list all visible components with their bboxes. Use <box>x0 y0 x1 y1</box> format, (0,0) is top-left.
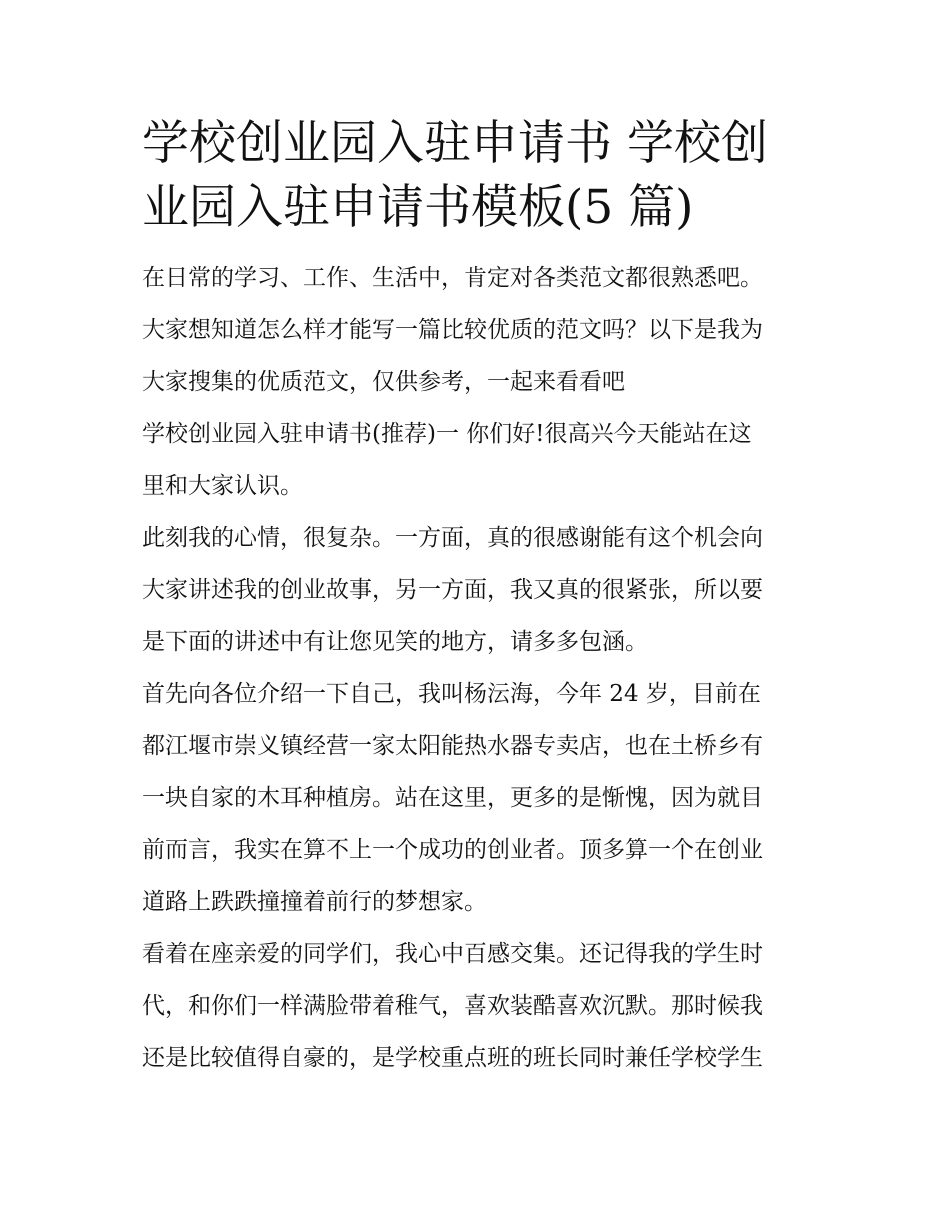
body-line: 一块自家的木耳种植房。站在这里，更多的是惭愧，因为就目 <box>142 785 763 811</box>
body-line: 都江堰市崇义镇经营一家太阳能热水器专卖店，也在土桥乡有 <box>142 733 763 759</box>
body-line: 在日常的学习、工作、生活中，肯定对各类范文都很熟悉吧。 <box>142 265 763 291</box>
title-line: 学校创业园入驻申请书 学校创 <box>142 116 768 171</box>
body-line: 大家搜集的优质范文，仅供参考，一起来看看吧 <box>142 369 625 395</box>
body-line: 里和大家认识。 <box>142 473 303 499</box>
document-body <box>142 252 822 1084</box>
body-line: 是下面的讲述中有让您见笑的地方，请多多包涵。 <box>142 629 648 655</box>
body-line: 前而言，我实在算不上一个成功的创业者。顶多算一个在创业 <box>142 837 763 863</box>
body-line: 看着在座亲爱的同学们，我心中百感交集。还记得我的学生时 <box>142 941 763 967</box>
body-line: 道路上跌跌撞撞着前行的梦想家。 <box>142 889 487 915</box>
document-title <box>142 112 822 240</box>
title-line: 业园入驻申请书模板(5 篇) <box>142 180 694 235</box>
body-line: 代，和你们一样满脸带着稚气，喜欢装酷喜欢沉默。那时候我 <box>142 993 763 1019</box>
body-line: 此刻我的心情，很复杂。一方面，真的很感谢能有这个机会向 <box>142 525 763 551</box>
body-line: 学校创业园入驻申请书(推荐)一 你们好!很高兴今天能站在这 <box>142 421 752 447</box>
document-page <box>142 112 822 1084</box>
body-line: 大家讲述我的创业故事，另一方面，我又真的很紧张，所以要 <box>142 577 763 603</box>
body-line: 还是比较值得自豪的，是学校重点班的班长同时兼任学校学生 <box>142 1045 763 1071</box>
body-line: 首先向各位介绍一下自己，我叫杨沄海，今年 24 岁，目前在 <box>142 681 761 707</box>
body-line: 大家想知道怎么样才能写一篇比较优质的范文吗？以下是我为 <box>142 317 763 343</box>
